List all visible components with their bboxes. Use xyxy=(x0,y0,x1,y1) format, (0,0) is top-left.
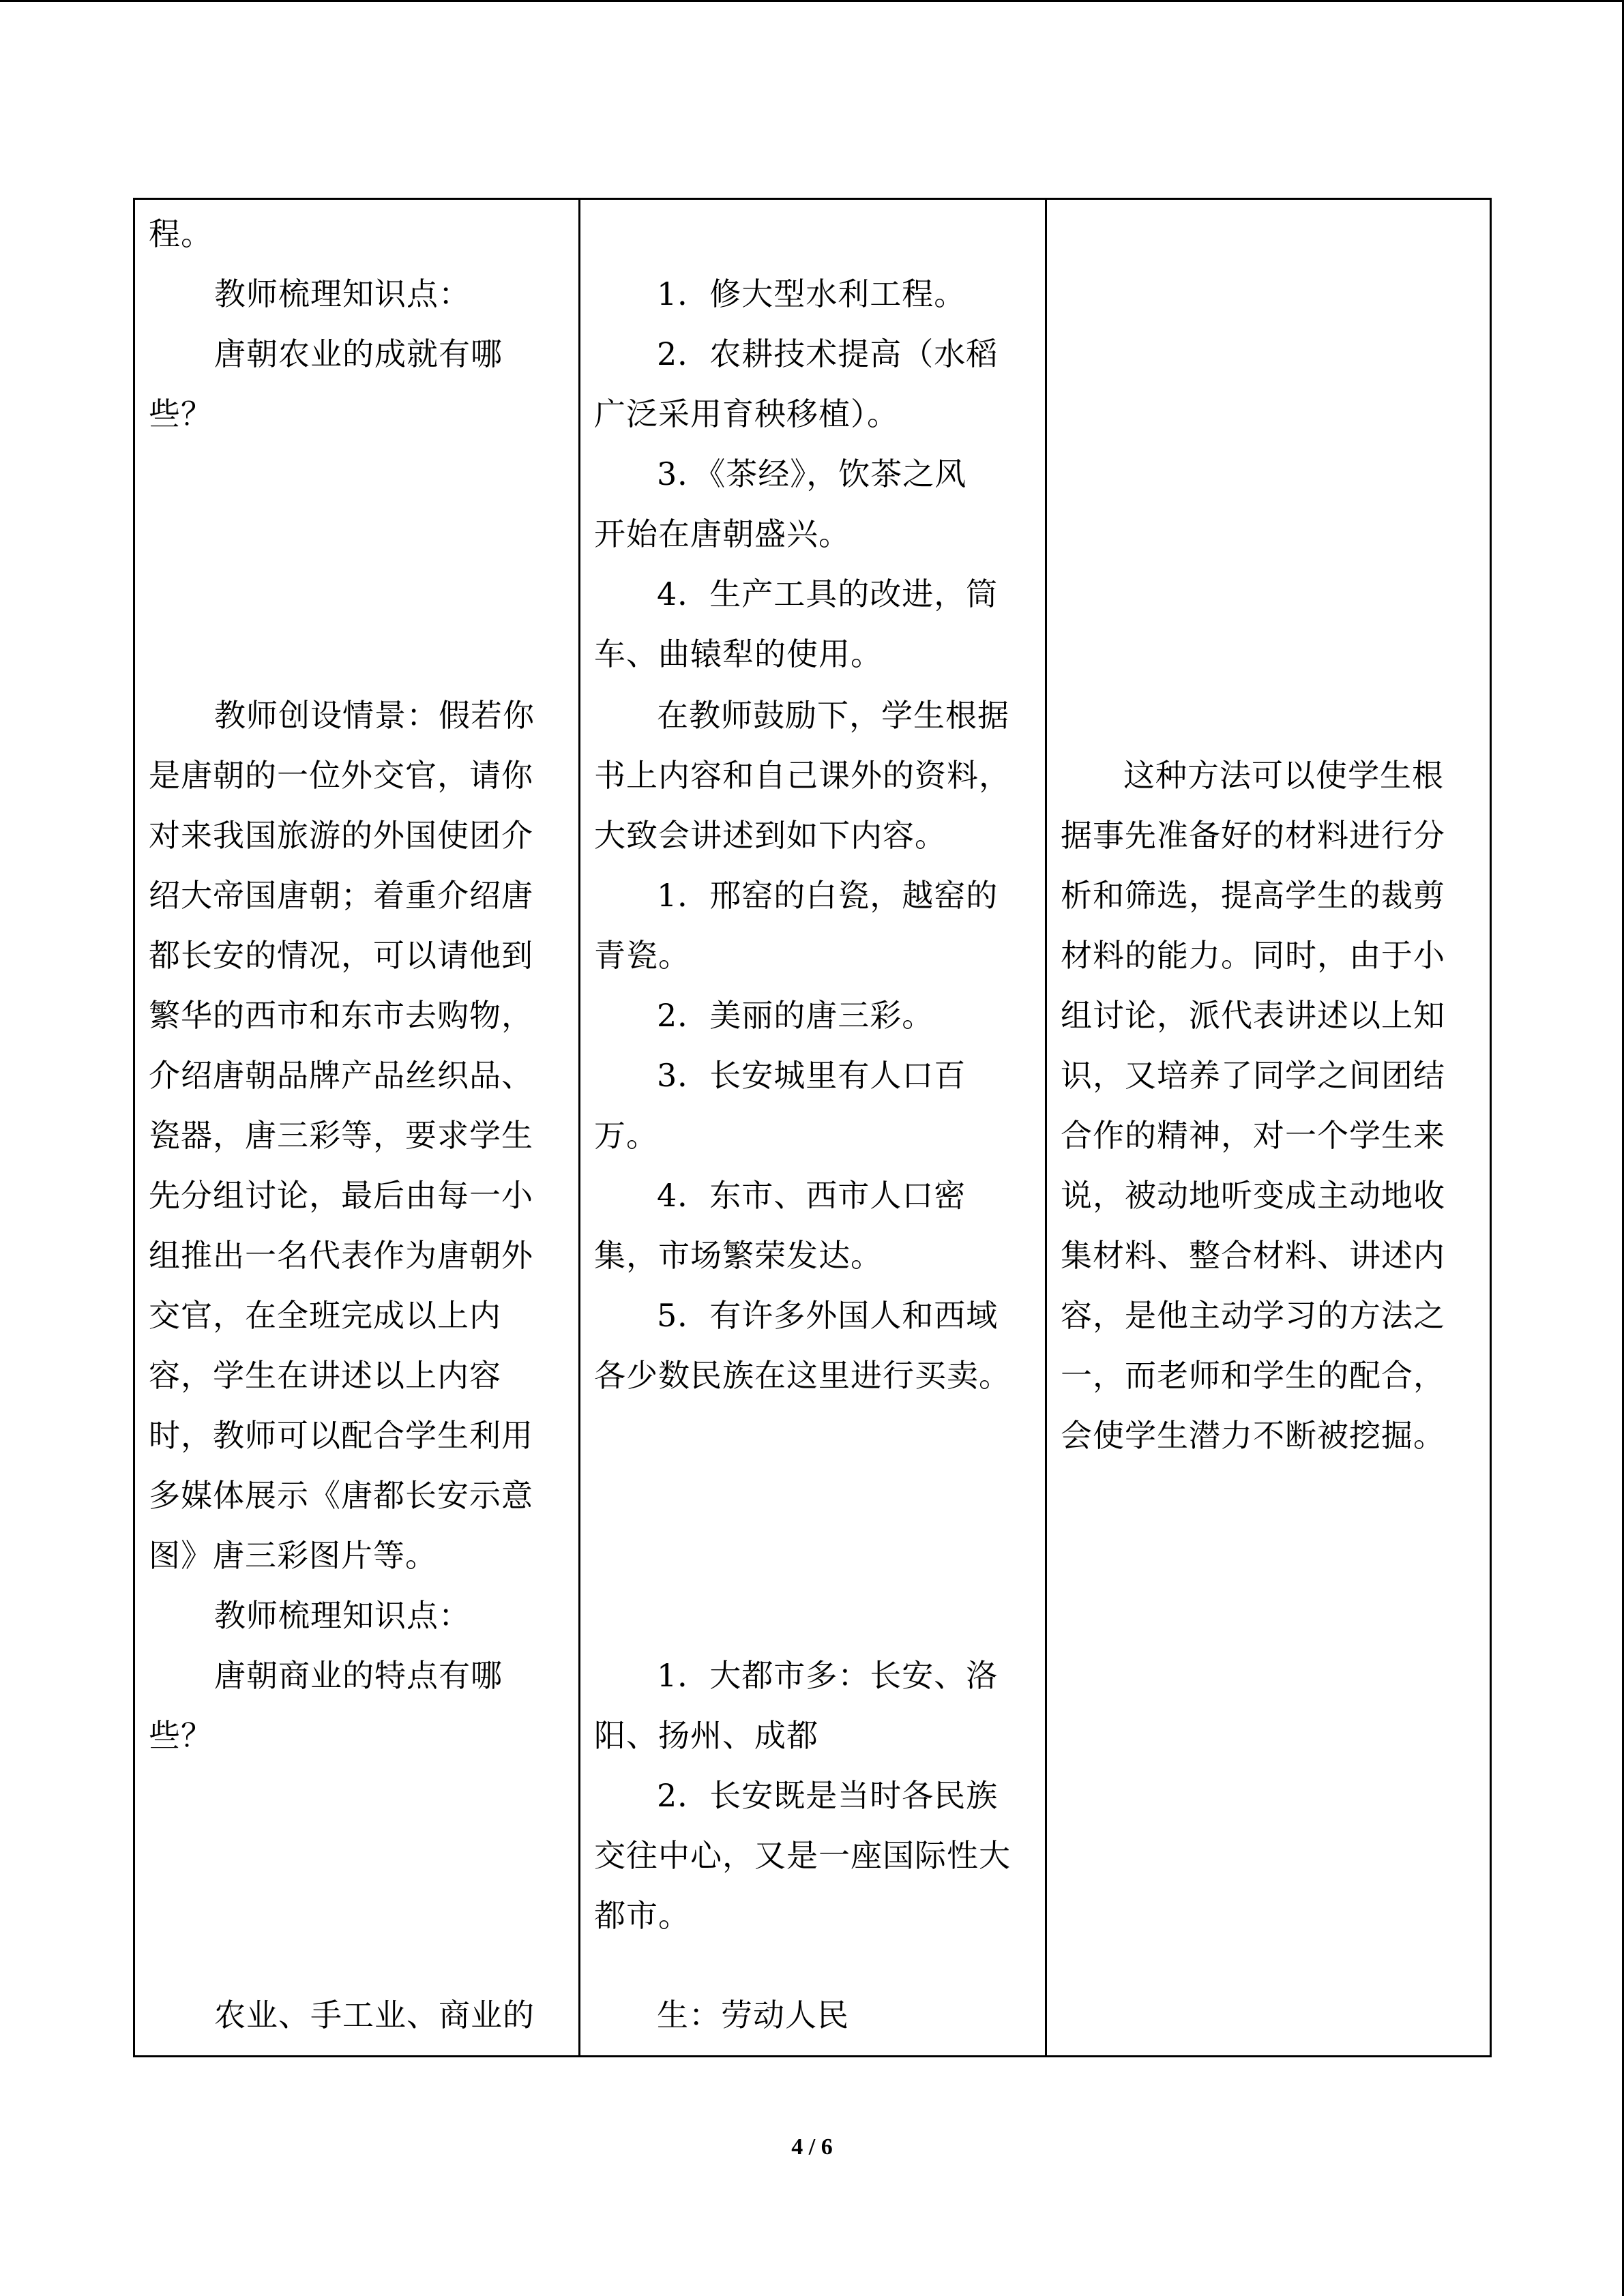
column-student-activity xyxy=(580,200,1047,2055)
column-design-intent xyxy=(1047,200,1494,2055)
text-line: 程。 xyxy=(149,215,213,252)
column-teacher-activity xyxy=(135,200,580,2055)
text-line: 大致会讲述到如下内容。 xyxy=(594,817,947,854)
text-line: 农业、手工业、商业的 xyxy=(214,1997,535,2033)
text-line: 这种方法可以使学生根 xyxy=(1123,757,1444,794)
text-line: 时，教师可以配合学生利用 xyxy=(149,1417,533,1454)
text-line: 教师创设情景：假若你 xyxy=(214,697,535,734)
text-line: 交往中心，又是一座国际性大 xyxy=(594,1837,1011,1874)
text-line: 4．生产工具的改进，筒 xyxy=(657,576,999,612)
text-line: 万。 xyxy=(594,1117,658,1154)
text-line: 材料的能力。同时，由于小 xyxy=(1061,937,1445,974)
text-line: 生：劳动人民 xyxy=(657,1997,849,2033)
text-line: 开始在唐朝盛兴。 xyxy=(594,516,851,552)
text-line: 1．大都市多：长安、洛 xyxy=(657,1657,999,1694)
text-line: 3．长安城里有人口百 xyxy=(657,1057,966,1094)
text-line: 2．农耕技术提高（水稻 xyxy=(657,336,999,372)
text-line: 图》唐三彩图片等。 xyxy=(149,1537,437,1574)
text-line: 析和筛选，提高学生的裁剪 xyxy=(1061,877,1445,914)
text-line: 集材料、整合材料、讲述内 xyxy=(1061,1237,1445,1274)
text-line: 对来我国旅游的外国使团介 xyxy=(149,817,533,854)
text-line: 1．邢窑的白瓷，越窑的 xyxy=(657,877,999,914)
text-line: 各少数民族在这里进行买卖。 xyxy=(594,1357,1011,1394)
page-border-top xyxy=(0,0,1624,2)
text-line: 车、曲辕犁的使用。 xyxy=(594,636,883,672)
text-line: 5．有许多外国人和西域 xyxy=(657,1297,999,1334)
text-line: 2．长安既是当时各民族 xyxy=(657,1777,999,1814)
text-line: 会使学生潜力不断被挖掘。 xyxy=(1061,1417,1445,1454)
text-line: 一，而老师和学生的配合， xyxy=(1061,1357,1445,1394)
text-line: 3．《茶经》，饮茶之风 xyxy=(657,456,967,492)
text-line: 4．东市、西市人口密 xyxy=(657,1177,966,1214)
text-line: 1．修大型水利工程。 xyxy=(657,275,966,312)
text-line: 合作的精神，对一个学生来 xyxy=(1061,1117,1445,1154)
text-line: 容，是他主动学习的方法之 xyxy=(1061,1297,1445,1334)
text-line: 教师梳理知识点： xyxy=(214,1597,471,1634)
text-line: 繁华的西市和东市去购物， xyxy=(149,997,533,1034)
text-line: 在教师鼓励下，学生根据 xyxy=(657,697,1009,734)
text-line: 瓷器，唐三彩等，要求学生 xyxy=(149,1117,533,1154)
text-line: 说，被动地听变成主动地收 xyxy=(1061,1177,1445,1214)
text-line: 教师梳理知识点： xyxy=(214,275,471,312)
text-line: 都长安的情况，可以请他到 xyxy=(149,937,533,974)
text-line: 据事先准备好的材料进行分 xyxy=(1061,817,1445,854)
text-line: 广泛采用育秧移植）。 xyxy=(594,396,899,432)
text-line: 交官，在全班完成以上内 xyxy=(149,1297,501,1334)
text-line: 组推出一名代表作为唐朝外 xyxy=(149,1237,533,1274)
text-line: 是唐朝的一位外交官，请你 xyxy=(149,757,533,794)
text-line: 唐朝农业的成就有哪 xyxy=(214,336,503,372)
text-line: 集，市场繁荣发达。 xyxy=(594,1237,883,1274)
text-line: 先分组讨论，最后由每一小 xyxy=(149,1177,533,1214)
text-line: 多媒体展示《唐都长安示意 xyxy=(149,1477,533,1514)
text-line: 都市。 xyxy=(594,1897,690,1934)
text-line: 阳、扬州、成都 xyxy=(594,1717,818,1754)
text-line: 组讨论，派代表讲述以上知 xyxy=(1061,997,1445,1034)
page-number: 4 / 6 xyxy=(791,2134,833,2160)
text-line: 识，又培养了同学之间团结 xyxy=(1061,1057,1445,1094)
text-line: 书上内容和自己课外的资料， xyxy=(594,757,1011,794)
lesson-table xyxy=(133,198,1492,2057)
text-line: 唐朝商业的特点有哪 xyxy=(214,1657,503,1694)
text-line: 容，学生在讲述以上内容 xyxy=(149,1357,501,1394)
text-line: 青瓷。 xyxy=(594,937,690,974)
text-line: 介绍唐朝品牌产品丝织品、 xyxy=(149,1057,533,1094)
text-line: 2．美丽的唐三彩。 xyxy=(657,997,934,1034)
text-line: 绍大帝国唐朝；着重介绍唐 xyxy=(149,877,533,914)
text-line: 些？ xyxy=(149,1717,213,1754)
text-line: 些？ xyxy=(149,396,213,432)
